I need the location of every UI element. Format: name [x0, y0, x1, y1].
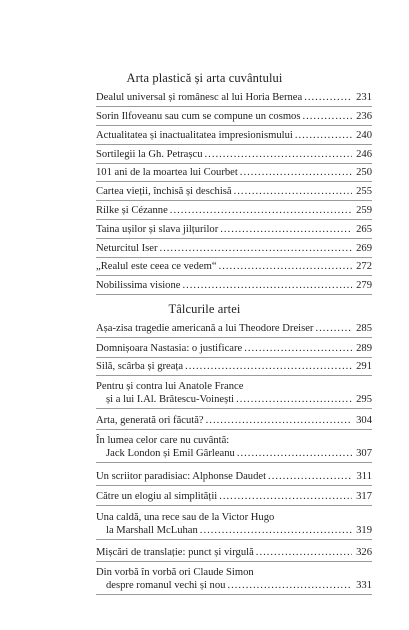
- dot-leader: [200, 524, 352, 537]
- dot-leader: [244, 342, 352, 355]
- toc-page-number: 295: [356, 394, 372, 405]
- entry-separator: [96, 408, 372, 409]
- entry-separator: [96, 181, 372, 182]
- toc-entry-title-line: Neturcitul Iser: [96, 243, 158, 254]
- entry-separator: [96, 505, 372, 506]
- toc-entry: [96, 91, 372, 104]
- entry-separator: [96, 294, 372, 295]
- toc-entry: [96, 546, 372, 559]
- dot-leader: [256, 546, 352, 559]
- toc-entry: [96, 166, 372, 179]
- dot-leader: [240, 166, 352, 179]
- toc-page-number: 289: [356, 343, 372, 354]
- toc-entry-title-line: Domnișoara Nastasia: o justificare: [96, 343, 243, 354]
- entry-separator: [96, 200, 372, 201]
- entry-separator: [96, 462, 372, 463]
- toc-entry-title-line: Sortilegii la Gh. Petrașcu: [96, 149, 203, 160]
- toc-entry: [96, 260, 372, 273]
- toc-entry: [96, 322, 372, 335]
- toc-entry: [96, 204, 372, 217]
- section-title: Arta plastică și arta cuvântului: [126, 71, 283, 85]
- toc-page-number: 236: [356, 111, 372, 122]
- dot-leader: [237, 447, 352, 460]
- toc-entry-title-line: Sorin Ilfoveanu sau cum se compune un cosmos: [96, 111, 301, 122]
- toc-entry: [96, 470, 372, 483]
- toc-entry-title-line: Rilke și Cézanne: [96, 205, 168, 216]
- toc-entry: [96, 566, 372, 592]
- entry-separator: [96, 357, 372, 358]
- toc-entry-title-line: Mișcări de translație: punct și virgulă: [96, 547, 254, 558]
- toc-entry-title-line: Jack London și Emil Gârleanu: [106, 448, 235, 459]
- entry-separator: [96, 125, 372, 126]
- toc-entry: [96, 242, 372, 255]
- toc-page-number: 319: [356, 525, 372, 536]
- dot-leader: [227, 579, 352, 592]
- toc-page-number: 311: [356, 471, 372, 482]
- entry-separator: [96, 163, 372, 164]
- toc-entry-title-line: Un scriitor paradisiac: Alphonse Daudet: [96, 471, 267, 482]
- dot-leader: [234, 185, 352, 198]
- dot-leader: [315, 322, 352, 335]
- toc-entry-title-line: 101 ani de la moartea lui Courbet: [96, 167, 238, 178]
- toc-page-number: 285: [356, 323, 372, 334]
- entry-separator: [96, 561, 372, 562]
- entry-separator: [96, 485, 372, 486]
- toc-page-number: 307: [356, 448, 372, 459]
- toc-entry: [96, 342, 372, 355]
- toc-entry-title-line: Arta, generată ori făcută?: [96, 415, 204, 426]
- toc-page-number: 326: [356, 547, 372, 558]
- toc-entry: [96, 511, 372, 537]
- toc-page-number: 231: [356, 92, 372, 103]
- dot-leader: [304, 91, 352, 104]
- toc-entry-title-line: Pentru și contra lui Anatole France: [96, 381, 244, 392]
- toc-entry-title-line: Dealul universal și românesc al lui Horia Bernea: [96, 92, 303, 103]
- dot-leader: [159, 242, 352, 255]
- entry-separator: [96, 429, 372, 430]
- toc-page-number: 265: [356, 224, 372, 235]
- toc-entry-title-line: Din vorbă în vorbă ori Claude Simon: [96, 567, 254, 578]
- toc-entry: [96, 110, 372, 123]
- dot-leader: [185, 360, 352, 373]
- dot-leader: [295, 129, 352, 142]
- dot-leader: [268, 470, 352, 483]
- toc-entry-title-line: În lumea celor care nu cuvântă:: [96, 435, 230, 446]
- toc-entry: [96, 185, 372, 198]
- toc-entry: [96, 279, 372, 292]
- toc-page-number: 240: [356, 130, 372, 141]
- toc-page-number: 317: [356, 491, 372, 502]
- dot-leader: [205, 148, 352, 161]
- toc-entry-title-line: Către un elogiu al simplității: [96, 491, 218, 502]
- toc-entry: [96, 129, 372, 142]
- toc-entry-title-line: despre romanul vechi și nou: [106, 580, 226, 591]
- toc-entry-title-line: Silă, scârba și greața: [96, 361, 184, 372]
- entry-separator: [96, 144, 372, 145]
- toc-entry-title-line: Nobilissima visione: [96, 280, 181, 291]
- toc-entry-title-line: la Marshall McLuhan: [106, 525, 198, 536]
- toc-entry-title-line: Taina ușilor și slava jilțurilor: [96, 224, 219, 235]
- entry-separator: [96, 594, 372, 595]
- toc-page-number: 259: [356, 205, 372, 216]
- toc-entry-title-line: Așa-zisa tragedie americană a lui Theodore Dreiser: [96, 323, 314, 334]
- toc-entry: [96, 380, 372, 406]
- dot-leader: [182, 279, 352, 292]
- toc-page-number: 246: [356, 149, 372, 160]
- toc-page-number: 279: [356, 280, 372, 291]
- toc-entry-title-line: Una caldă, una rece sau de la Victor Hugo: [96, 512, 275, 523]
- entry-separator: [96, 257, 372, 258]
- dot-leader: [170, 204, 352, 217]
- toc-page-number: 255: [356, 186, 372, 197]
- entry-separator: [96, 106, 372, 107]
- dot-leader: [219, 260, 352, 273]
- toc-page-number: 272: [356, 261, 372, 272]
- toc-page-number: 304: [356, 415, 372, 426]
- section-title: Tâlcurile artei: [168, 302, 241, 316]
- toc-entry-title-line: și a lui I.Al. Brătescu-Voinești: [106, 394, 235, 405]
- entry-separator: [96, 238, 372, 239]
- dot-leader: [206, 414, 352, 427]
- dot-leader: [302, 110, 352, 123]
- toc-page-number: 250: [356, 167, 372, 178]
- entry-separator: [96, 219, 372, 220]
- toc-entry: [96, 490, 372, 503]
- toc-entry: [96, 148, 372, 161]
- toc-entry: [96, 434, 372, 460]
- toc-page-number: 331: [356, 580, 372, 591]
- dot-leader: [236, 393, 352, 406]
- toc-entry: [96, 223, 372, 236]
- entry-separator: [96, 375, 372, 376]
- entry-separator: [96, 539, 372, 540]
- entry-separator: [96, 275, 372, 276]
- toc-entry-title-line: Actualitatea și inactualitatea impresionismului: [96, 130, 293, 141]
- toc-entry: [96, 414, 372, 427]
- toc-page-number: 269: [356, 243, 372, 254]
- toc-page-number: 291: [356, 361, 372, 372]
- entry-separator: [96, 337, 372, 338]
- toc-entry: [96, 360, 372, 373]
- dot-leader: [219, 490, 352, 503]
- dot-leader: [220, 223, 352, 236]
- toc-entry-title-line: Cartea vieții, închisă și deschisă: [96, 186, 232, 197]
- toc-entry-title-line: „Realul este ceea ce vedem“: [96, 261, 217, 272]
